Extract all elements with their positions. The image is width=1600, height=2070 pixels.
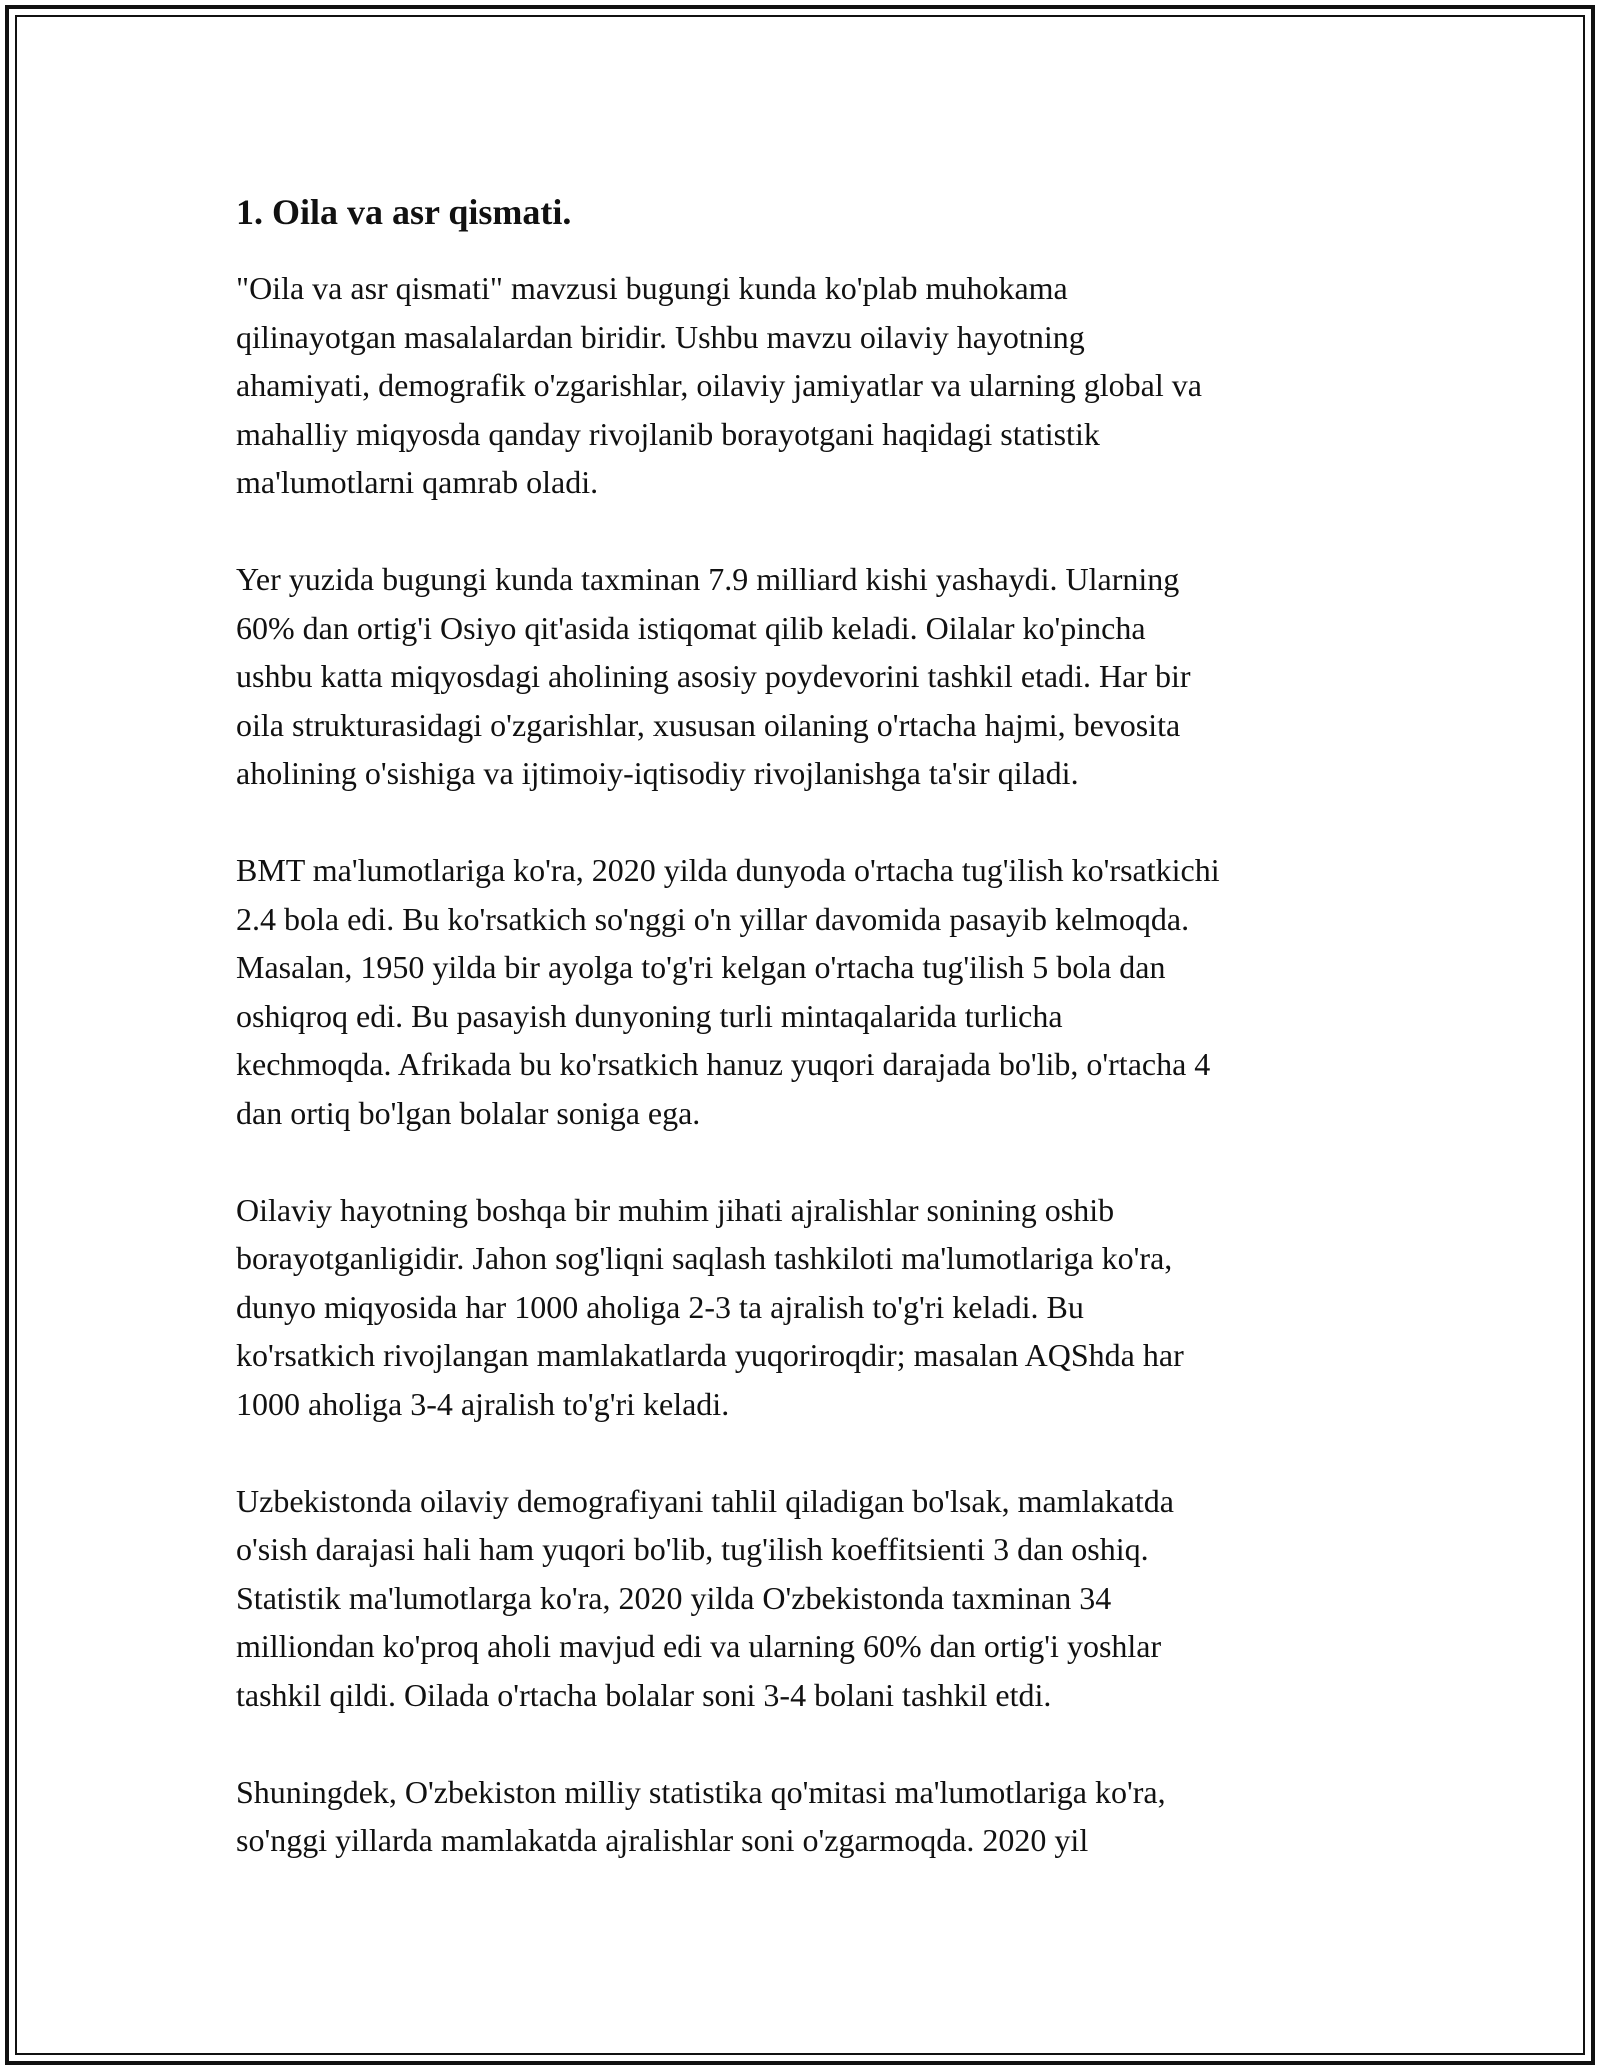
text-line: mahalliy miqyosda qanday rivojlanib borayotgani haqidagi statistik	[236, 415, 1100, 452]
paragraph-divorce	[236, 1186, 1376, 1429]
text-line: 1000 aholiga 3-4 ajralish to'g'ri keladi.	[236, 1385, 730, 1422]
text-line: 2.4 bola edi. Bu ko'rsatkich so'nggi o'n yillar davomida pasayib kelmoqda.	[236, 900, 1190, 937]
text-line: tashkil qildi. Oilada o'rtacha bolalar soni 3-4 bolani tashkil etdi.	[236, 1676, 1052, 1713]
paragraph-intro	[236, 264, 1376, 507]
text-line: BMT ma'lumotlariga ko'ra, 2020 yilda dunyoda o'rtacha tug'ilish ko'rsatkichi	[236, 852, 1220, 888]
text-line: ko'rsatkich rivojlangan mamlakatlarda yuqoriroqdir; masalan AQShda har	[236, 1337, 1184, 1373]
paragraph-population	[236, 555, 1376, 798]
text-line: Statistik ma'lumotlarga ko'ra, 2020 yilda O'zbekistonda taxminan 34	[236, 1579, 1112, 1616]
text-line: oshiqroq edi. Bu pasayish dunyoning turli mintaqalarida turlicha	[236, 997, 1063, 1034]
text-line: borayotganligidir. Jahon sog'liqni saqlash tashkiloti ma'lumotlariga ko'ra,	[236, 1240, 1173, 1276]
text-line: Uzbekistonda oilaviy demografiyani tahlil qiladigan bo'lsak, mamlakatda	[236, 1482, 1174, 1519]
text-line: Oilaviy hayotning boshqa bir muhim jihati ajralishlar sonining oshib	[236, 1191, 1115, 1228]
paragraph-statistics-committee	[236, 1768, 1376, 1865]
text-line: milliondan ko'proq aholi mavjud edi va ularning 60% dan ortig'i yoshlar	[236, 1628, 1162, 1664]
text-line: ushbu katta miqyosdagi aholining asosiy poydevorini tashkil etadi. Har bir	[236, 658, 1191, 694]
text-line: dunyo miqyosida har 1000 aholiga 2-3 ta ajralish to'g'ri keladi. Bu	[236, 1288, 1084, 1325]
section-heading: 1. Oila va asr qismati.	[236, 192, 572, 232]
text-line: Yer yuzida bugungi kunda taxminan 7.9 milliard kishi yashaydi. Ularning	[236, 561, 1180, 597]
text-line: Masalan, 1950 yilda bir ayolga to'g'ri kelgan o'rtacha tug'ilish 5 bola dan	[236, 949, 1166, 985]
text-line: Shuningdek, O'zbekiston milliy statistika qo'mitasi ma'lumotlariga ko'ra,	[236, 1773, 1166, 1810]
paragraph-fertility	[236, 846, 1376, 1137]
text-line: o'sish darajasi hali ham yuqori bo'lib, tug'ilish koeffitsienti 3 dan oshiq.	[236, 1531, 1149, 1567]
text-line: kechmoqda. Afrikada bu ko'rsatkich hanuz yuqori darajada bo'lib, o'rtacha 4	[236, 1046, 1211, 1082]
paragraph-uzbekistan	[236, 1477, 1376, 1720]
text-line: 60% dan ortig'i Osiyo qit'asida istiqomat qilib keladi. Oilalar ko'pincha	[236, 609, 1146, 646]
text-line: aholining o'sishiga va ijtimoiy-iqtisodiy rivojlanishga ta'sir qiladi.	[236, 755, 1079, 791]
text-line: so'nggi yillarda mamlakatda ajralishlar soni o'zgarmoqda. 2020 yil	[236, 1822, 1089, 1858]
text-line: ahamiyati, demografik o'zgarishlar, oilaviy jamiyatlar va ularning global va	[236, 367, 1202, 403]
text-line: dan ortiq bo'lgan bolalar soniga ega.	[236, 1094, 701, 1131]
text-line: oila strukturasidagi o'zgarishlar, xususan oilaning o'rtacha hajmi, bevosita	[236, 706, 1181, 743]
text-line: "Oila va asr qismati" mavzusi bugungi kunda ko'plab muhokama	[236, 270, 1068, 306]
text-line: qilinayotgan masalalardan biridir. Ushbu mavzu oilaviy hayotning	[236, 318, 1085, 355]
document-body	[236, 188, 1376, 1913]
text-line: ma'lumotlarni qamrab oladi.	[236, 464, 599, 500]
